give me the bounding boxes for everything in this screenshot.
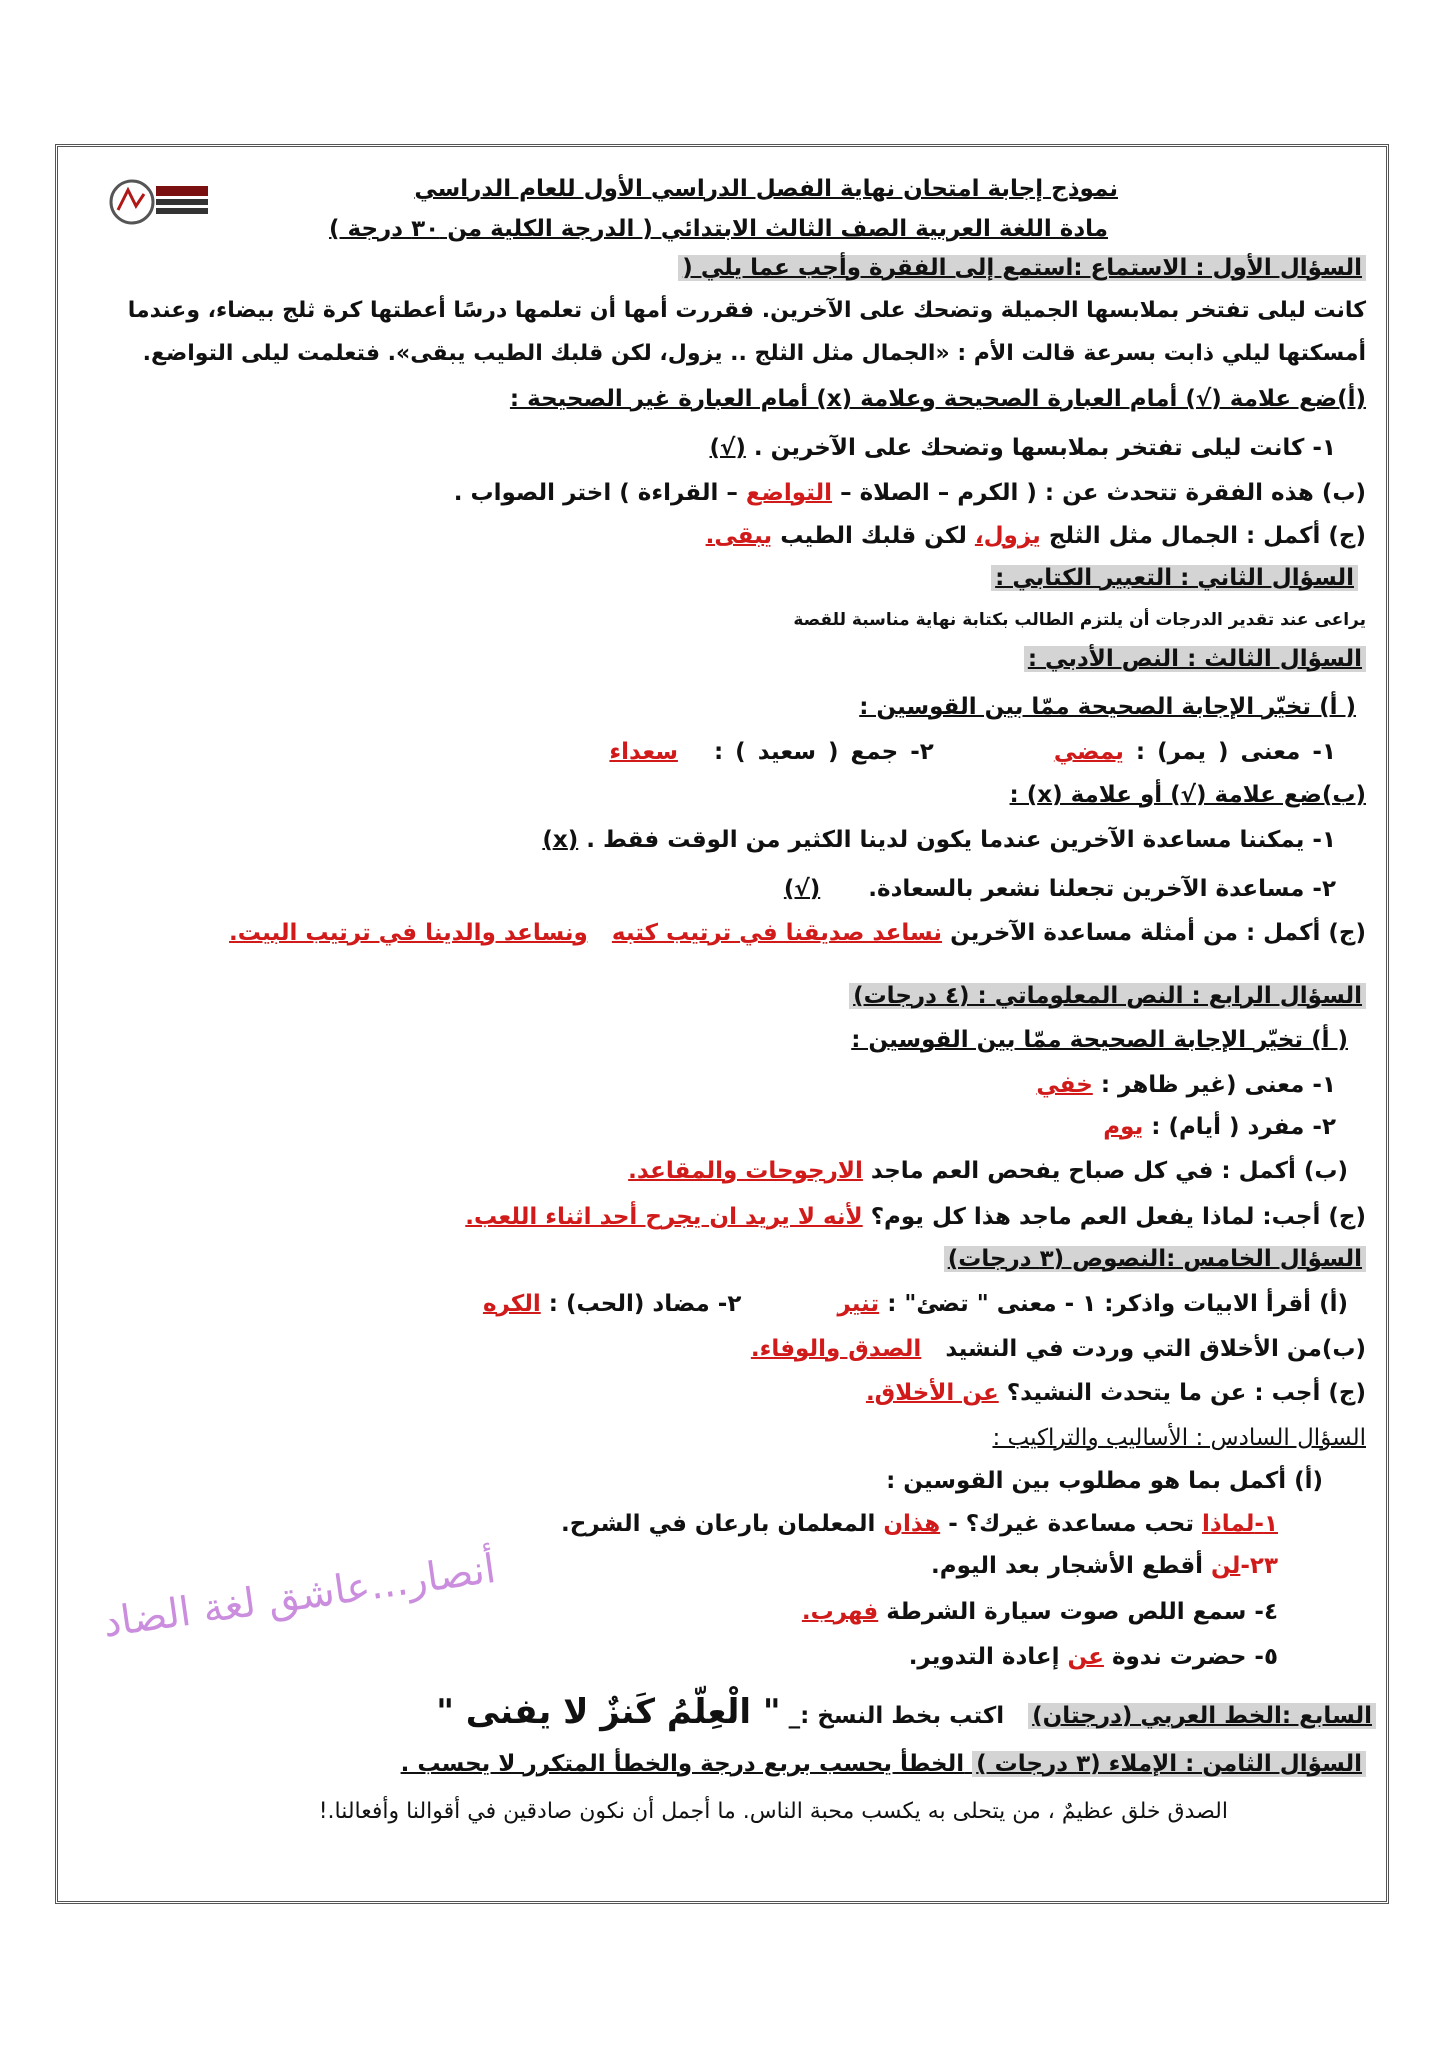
- q1-passage-2: أمسكتها ليلي ذابت بسرعة قالت الأم : «الجمال مثل الثلج .. يزول، لكن قلبك الطيب يبقى». فتعلمت ليلى التواضع.: [142, 341, 1366, 366]
- q4-b-question: (ب) أكمل : في كل صباح يفحص العم ماجد: [870, 1158, 1348, 1184]
- q6-item3-text: أقطع الأشجار بعد اليوم.: [931, 1553, 1204, 1579]
- q4-header: السؤال الرابع : النص المعلوماتي : (٤ درجات): [849, 983, 1366, 1009]
- q3-b-label: (ب)ضع علامة (√) أو علامة (x) :: [1009, 782, 1366, 808]
- q4-a2-answer: يوم: [1103, 1114, 1144, 1140]
- q7-instruction: اكتب بخط النسخ :_: [788, 1703, 1005, 1729]
- title-line-2: مادة اللغة العربية الصف الثالث الابتدائي ( الدرجة الكلية من ٣٠ درجة ): [329, 216, 1108, 242]
- q5-b-question: (ب)من الأخلاق التي وردت في النشيد: [945, 1336, 1366, 1362]
- q5-a-question-2: ٢- مضاد (الحب) :: [548, 1291, 742, 1317]
- q6-item5-text: ٥- حضرت ندوة: [1111, 1644, 1278, 1670]
- q6-item3-answer: لن: [1211, 1553, 1241, 1579]
- q6-item2-text: المعلمان بارعان في الشرح.: [561, 1511, 876, 1537]
- q5-a-question: (أ) أقرأ الابيات واذكر: ١ - معنى " تضئ" :: [887, 1291, 1348, 1317]
- q1-b-options-end: – القراءة ) اختر الصواب .: [453, 480, 738, 506]
- q4-c-question: (ج) أجب: لماذا يفعل العم ماجد هذا كل يوم؟: [870, 1204, 1366, 1230]
- q5-header: السؤال الخامس :النصوص (٣ درجات): [944, 1246, 1366, 1272]
- q3-header: السؤال الثالث : النص الأدبي :: [1024, 646, 1366, 672]
- q3-c-answer-2: ونساعد والدينا في ترتيب البيت.: [229, 920, 588, 946]
- q7-phrase: " الْعِلّمُ كَنزٌ لا يفنى ": [436, 1692, 781, 1732]
- q6-header: السؤال السادس : الأساليب والتراكيب :: [992, 1425, 1366, 1451]
- q8-dictation-text: الصدق خلق عظيمٌ ، من يتحلى به يكسب محبة الناس. ما أجمل أن نكون صادقين في أقوالنا وأفعالنا.!: [318, 1799, 1228, 1824]
- q4-a2: ٢- مفرد ( أيام) :: [1151, 1114, 1336, 1140]
- q5-a-answer-2: الكره: [482, 1291, 541, 1317]
- q6-a-label: (أ) أكمل بما هو مطلوب بين القوسين :: [886, 1468, 1323, 1494]
- q6-item3-number: ٢٣-: [1240, 1553, 1278, 1579]
- q4-a1-answer: خفي: [1036, 1072, 1093, 1098]
- q7-header: السابع :الخط العربي (درجتان): [1028, 1703, 1376, 1729]
- q1-b-answer: التواضع: [745, 480, 833, 506]
- q3-b2: ٢- مساعدة الآخرين تجعلنا نشعر بالسعادة.: [868, 876, 1336, 902]
- q1-passage-1: كانت ليلى تفتخر بملابسها الجميلة وتضحك على الآخرين. فقررت أمها أن تعلمها درسًا أعطتها كرة ثلج بيضاء، وعندما: [127, 298, 1366, 323]
- q6-item4-answer: فهرب.: [801, 1599, 879, 1625]
- q3-b1-mark: (x): [542, 827, 579, 853]
- q4-a-label: ( أ) تخيّر الإجابة الصحيحة ممّا بين القوسين :: [851, 1027, 1348, 1053]
- q5-c-question: (ج) أجب : عن ما يتحدث النشيد؟: [1006, 1380, 1366, 1406]
- q3-c-question: (ج) أكمل : من أمثلة مساعدة الآخرين: [950, 920, 1366, 946]
- q5-b-answer: الصدق والوفاء.: [750, 1336, 922, 1362]
- q4-a1: ١- معنى (غير ظاهر :: [1100, 1072, 1336, 1098]
- q6-item2-answer: هذان: [883, 1511, 941, 1537]
- q1-a1: ١- كانت ليلى تفتخر بملابسها وتضحك على الآخرين .: [753, 435, 1336, 461]
- futures-logo: [108, 176, 212, 228]
- q3-b1: ١- يمكننا مساعدة الآخرين عندما يكون لدينا الكثير من الوقت فقط .: [586, 827, 1336, 853]
- q3-a-label: ( أ) تخيّر الإجابة الصحيحة ممّا بين القوسين :: [859, 694, 1356, 720]
- q1-c-answer-2: يبقى.: [705, 523, 773, 549]
- q1-c-answer-1: يزول،: [974, 523, 1041, 549]
- q3-a1: ١- معنى ( يمر) :: [1135, 739, 1336, 765]
- q1-c-question: (ج) أكمل : الجمال مثل الثلج: [1048, 523, 1366, 549]
- q5-a-answer-1: تنير: [837, 1291, 880, 1317]
- q2-note: يراعى عند تقدير الدرجات أن يلتزم الطالب بكتابة نهاية مناسبة للقصة: [793, 610, 1366, 630]
- q5-c-answer: عن الأخلاق.: [865, 1380, 999, 1406]
- q3-a2: ٢- جمع ( سعيد ) :: [713, 739, 934, 765]
- q3-c-answer-1: نساعد صديقنا في ترتيب كتبه: [611, 920, 943, 946]
- q1-b-question: (ب) هذه الفقرة تتحدث عن : ( الكرم – الصلاة –: [840, 480, 1366, 506]
- q8-header: السؤال الثامن : الإملاء (٣ درجات ): [972, 1751, 1366, 1777]
- q1-a1-mark: (√): [709, 435, 746, 461]
- q3-b2-mark: (√): [783, 876, 821, 902]
- q1-a-label: (أ)ضع علامة (√) أمام العبارة الصحيحة وعلامة (x) أمام العبارة غير الصحيحة :: [509, 386, 1366, 412]
- q3-a2-answer: سعداء: [609, 739, 678, 765]
- q6-item4-text: ٤- سمع اللص صوت سيارة الشرطة: [886, 1599, 1278, 1625]
- q6-item1-text: تحب مساعدة غيرك؟ -: [948, 1511, 1194, 1537]
- q6-item1-number: ١-: [1254, 1511, 1278, 1537]
- q3-a1-answer: يمضي: [1053, 739, 1124, 765]
- q1-c-mid: لكن قلبك الطيب: [780, 523, 967, 549]
- q6-item5-answer: عن: [1067, 1644, 1104, 1670]
- q8-rule: الخطأ يحسب بربع درجة والخطأ المتكرر لا يحسب .: [400, 1751, 965, 1777]
- watermark: أنصار...عاشق لغة الضاد: [100, 1545, 499, 1647]
- q6-item5-text-end: إعادة التدوير.: [908, 1644, 1060, 1670]
- q1-header: السؤال الأول : الاستماع :استمع إلى الفقرة وأجب عما يلي (: [678, 255, 1366, 281]
- q2-header: السؤال الثاني : التعبير الكتابي :: [991, 565, 1358, 591]
- q4-c-answer: لأنه لا يريد ان يجرح أحد اثناء اللعب.: [465, 1204, 863, 1230]
- title-line-1: نموذج إجابة امتحان نهاية الفصل الدراسي الأول للعام الدراسي: [414, 176, 1118, 202]
- q6-item1-answer: لماذا: [1202, 1511, 1255, 1537]
- q4-b-answer: الارجوحات والمقاعد.: [628, 1158, 863, 1184]
